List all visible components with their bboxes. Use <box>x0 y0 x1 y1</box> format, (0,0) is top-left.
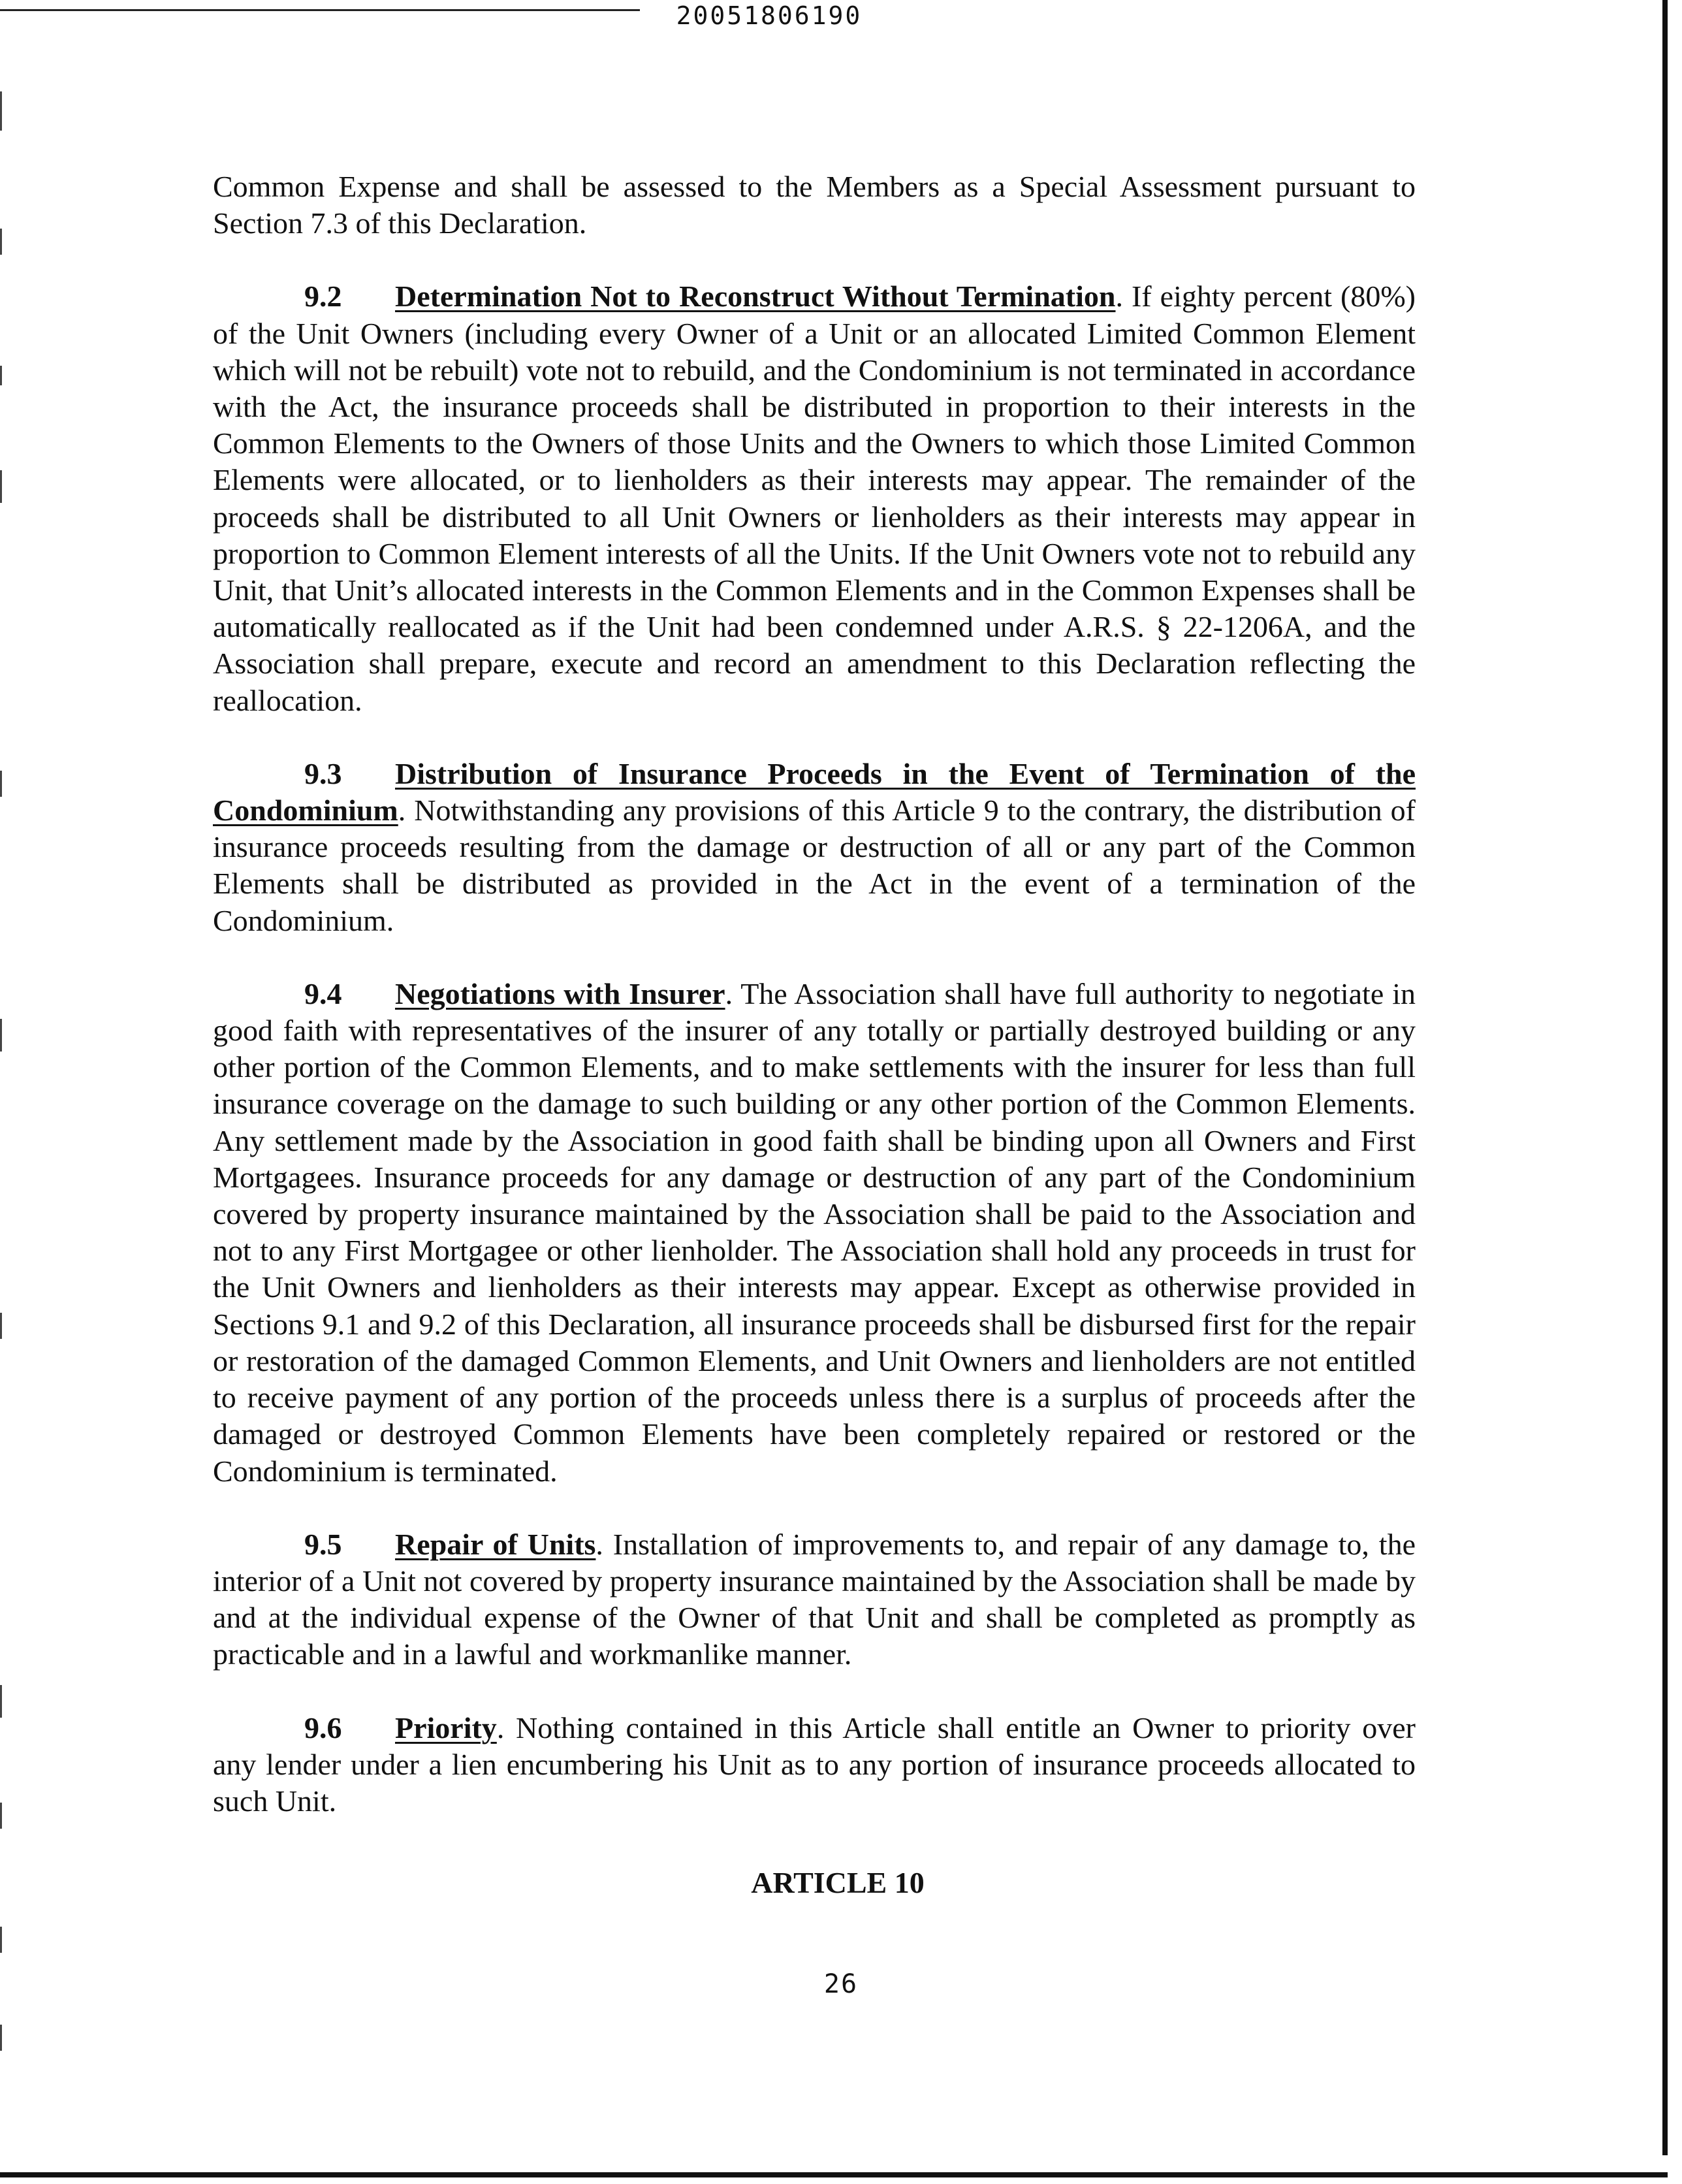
section-text: . Installation of improvements to, and repair of any damage to, the interior of a Unit not covered by property insurance maintained by the Association shall be made by and at the individual expense of the Owner of that Unit and shall be completed as promptly as practicable and in a lawful and workmanlike manner. <box>213 1527 1416 1671</box>
section-number: 9.3 <box>304 756 342 790</box>
section-9-3 <box>213 756 1416 939</box>
section-heading: Determination Not to Reconstruct Without Termination <box>395 280 1116 313</box>
page-number: 26 <box>823 1969 859 1999</box>
article-title: ARTICLE 10 <box>751 1866 925 1899</box>
document-body <box>213 169 1416 1856</box>
document-number: 20051806190 <box>676 1 863 30</box>
section-9-5 <box>213 1526 1416 1673</box>
section-text: . If eighty percent (80%) of the Unit Owners (including every Owner of a Unit or an allocated Limited Common Element which will not be rebuilt) vote not to rebuild, and the Condominium is not terminated in accordance with the Act, the insurance proceeds shall be distributed in proportion to their interests in the Common Elements to the Owners of those Units and the Owners to which those Limited Common Elements were allocated, or to lienholders as their interests may appear. The remainder of the proceeds shall be distributed to all Unit Owners or lienholders as their interests may appear in proportion to Common Element interests of all the Units. If the Unit Owners vote not to rebuild any Unit, that Unit’s allocated interests in the Common Elements and in the Common Expenses shall be automatically reallocated as if the Unit had been condemned under A.R.S. § 22-1206A, and the Association shall prepare, execute and record an amendment to this Declaration reflecting the reallocation. <box>213 280 1416 717</box>
section-heading: Distribution of Insurance Proceeds in the Event of Termination of the Condominium <box>213 756 1416 827</box>
section-text: . Nothing contained in this Article shall entitle an Owner to priority over any lender under a lien encumbering his Unit as to any portion of insurance proceeds allocated to such Unit. <box>213 1710 1416 1818</box>
continuation-paragraph: Common Expense and shall be assessed to the Members as a Special Assessment pursuant to Section 7.3 of this Declaration. <box>213 170 1416 240</box>
section-number: 9.4 <box>304 976 342 1010</box>
section-9-2 <box>213 278 1416 718</box>
section-number: 9.6 <box>304 1710 342 1744</box>
scan-bottom-border <box>0 2172 1668 2177</box>
section-heading: Negotiations with Insurer <box>395 976 725 1010</box>
scan-right-border <box>1662 0 1668 2155</box>
section-text: . Notwithstanding any provisions of this Article 9 to the contrary, the distribution of insurance proceeds resulting from the damage or destruction of all or any part of the Common Elements shall be distributed as provided in the Act in the event of a termination of the Condominium. <box>213 794 1416 937</box>
section-number: 9.2 <box>304 280 342 313</box>
section-9-4 <box>213 976 1416 1490</box>
section-heading: Repair of Units <box>395 1527 596 1561</box>
section-heading: Priority <box>395 1710 497 1744</box>
section-9-6 <box>213 1710 1416 1820</box>
section-number: 9.5 <box>304 1527 342 1561</box>
section-text: . The Association shall have full authority to negotiate in good faith with representatives of the insurer of any totally or partially destroyed building or any other portion of the Common Elements, and to make settlements with the insurer for less than full insurance coverage on the damage to such building or any other portion of the Common Elements. Any settlement made by the Association in good faith shall be binding upon all Owners and First Mortgagees. Insurance proceeds for any damage or destruction of any part of the Condominium covered by property insurance maintained by the Association shall be paid to the Association and not to any First Mortgagee or other lienholder. The Association shall hold any proceeds in trust for the Unit Owners and lienholders as their interests may appear. Except as otherwise provided in Sections 9.1 and 9.2 of this Declaration, all insurance proceeds shall be disbursed first for the repair or restoration of the damaged Common Elements, and Unit Owners and lienholders are not entitled to receive payment of any portion of the proceeds unless there is a surplus of proceeds after the damaged or destroyed Common Elements have been completely repaired or restored or the Condominium is terminated. <box>213 976 1416 1488</box>
